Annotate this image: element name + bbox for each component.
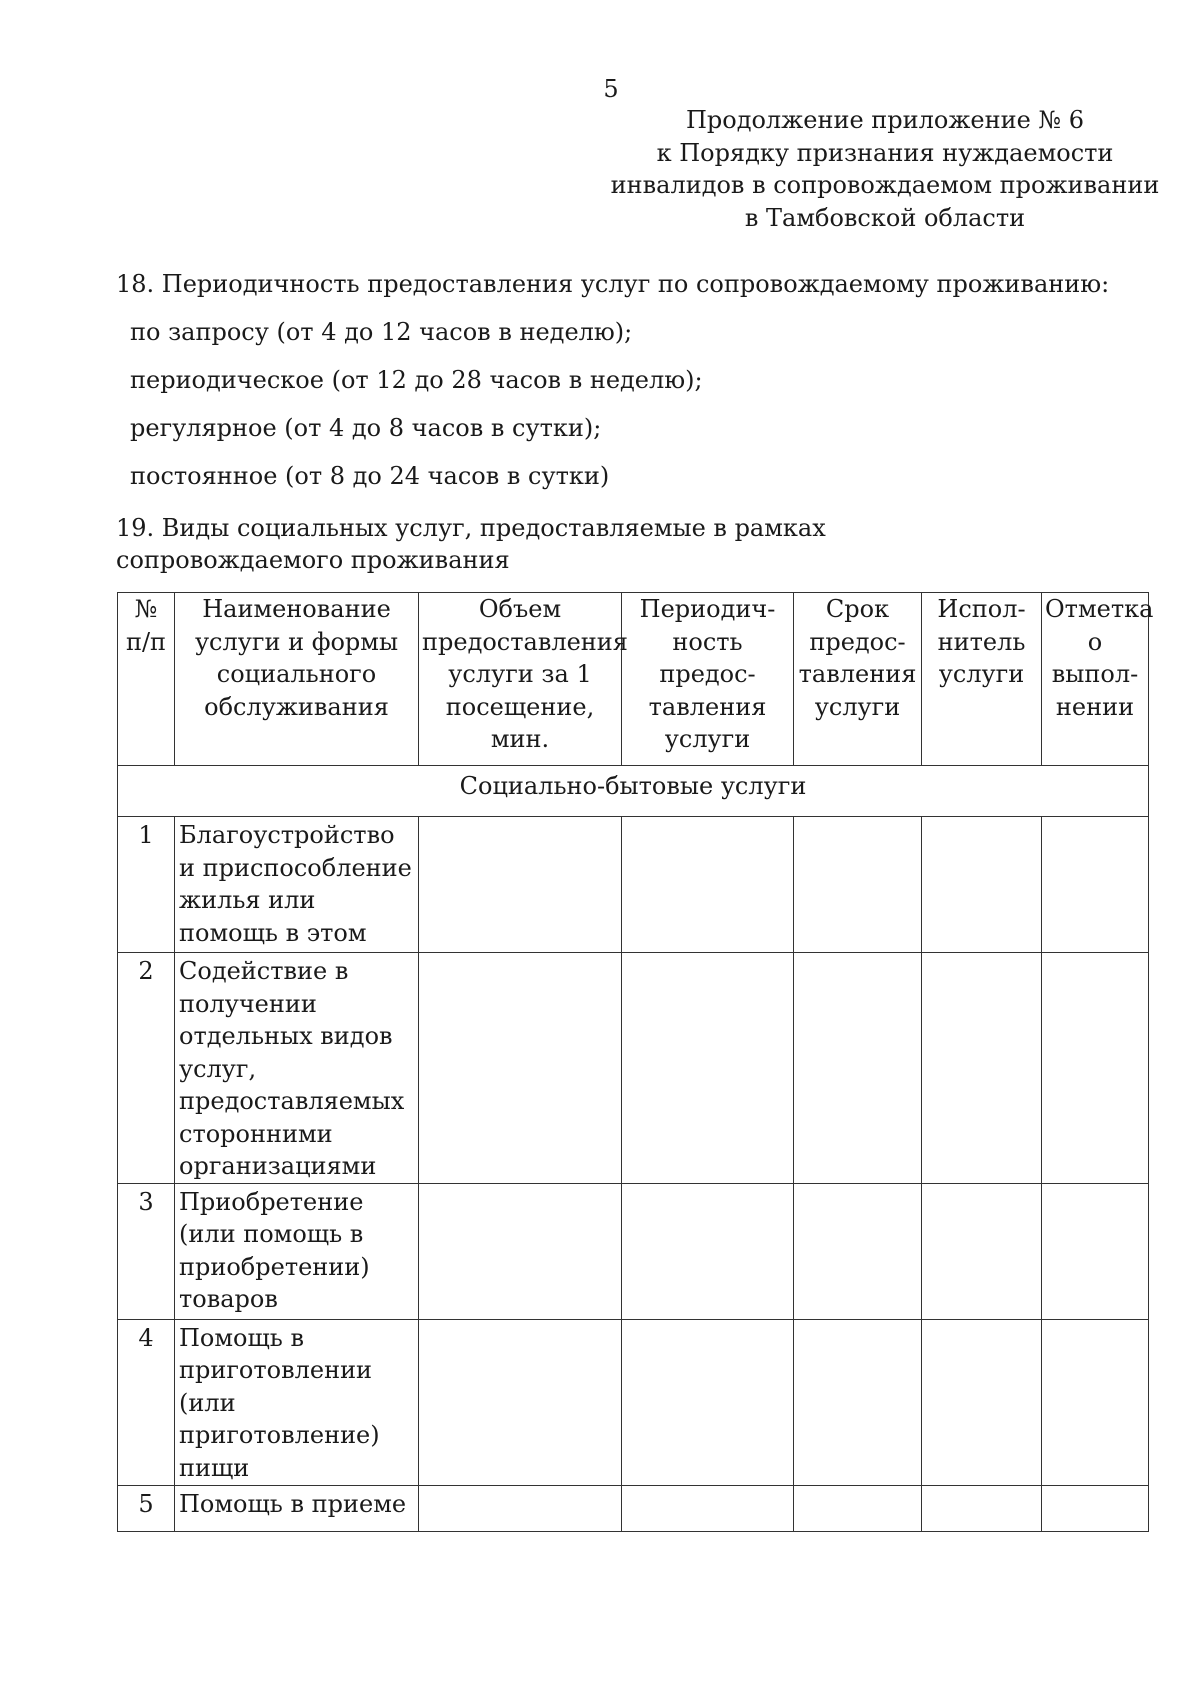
header-term: Срок предос-тавления услуги (794, 593, 922, 766)
header-executor: Испол-нитель услуги (922, 593, 1042, 766)
row-periodicity-cell (622, 1485, 794, 1531)
row-num: 4 (118, 1319, 175, 1485)
row-executor-cell (922, 1485, 1042, 1531)
table-group-row (118, 766, 1149, 817)
appendix-line: Продолжение приложение № 6 (685, 106, 1085, 134)
row-term-cell (794, 1485, 922, 1531)
row-service-name: Содействие в получении отдельных видов услуг, предоставляемых сторонними организациями (175, 953, 419, 1184)
section-18 (116, 268, 1156, 492)
table-row (118, 1319, 1149, 1485)
row-term-cell (794, 1319, 922, 1485)
periodicity-item: постоянное (от 8 до 24 часов в сутки) (130, 462, 610, 490)
header-completion-mark: Отметка о выпол-нении (1042, 593, 1149, 766)
row-periodicity-cell (622, 817, 794, 953)
appendix-line: в Тамбовской области (744, 203, 1026, 232)
row-volume-cell (419, 953, 622, 1184)
row-executor-cell (922, 1319, 1042, 1485)
row-executor-cell (922, 1183, 1042, 1319)
row-num: 1 (118, 817, 175, 953)
row-executor-cell (922, 817, 1042, 953)
row-mark-cell (1042, 1183, 1149, 1319)
page-number: 5 (603, 75, 619, 103)
row-volume-cell (419, 1183, 622, 1319)
services-table (117, 592, 1154, 1532)
periodicity-item: регулярное (от 4 до 8 часов в сутки); (130, 414, 602, 442)
row-volume-cell (419, 817, 622, 953)
group-title: Социально-бытовые услуги (118, 766, 1149, 817)
appendix-line: к Порядку признания нуждаемости (656, 138, 1114, 167)
table-row (118, 1183, 1149, 1319)
section-18-title: 18. Периодичность предоставления услуг по сопровождаемому проживанию: (116, 270, 1110, 298)
table-row (118, 1485, 1149, 1531)
row-service-name: Помощь в приготовлении (или приготовление) пищи (175, 1319, 419, 1485)
row-num: 5 (118, 1485, 175, 1531)
row-mark-cell (1042, 953, 1149, 1184)
header-periodicity: Периодич-ность предос-тавления услуги (622, 593, 794, 766)
row-executor-cell (922, 953, 1042, 1184)
header-num: № п/п (118, 593, 175, 766)
row-volume-cell (419, 1485, 622, 1531)
periodicity-item: по запросу (от 4 до 12 часов в неделю); (130, 318, 633, 346)
table-row (118, 953, 1149, 1184)
appendix-line: инвалидов в сопровождаемом проживании (610, 171, 1160, 199)
appendix-header (600, 104, 1170, 234)
row-mark-cell (1042, 1319, 1149, 1485)
row-periodicity-cell (622, 953, 794, 1184)
periodicity-item: периодическое (от 12 до 28 часов в неделю); (130, 366, 703, 394)
row-service-name: Помощь в приеме (175, 1485, 419, 1531)
row-periodicity-cell (622, 1183, 794, 1319)
row-term-cell (794, 1183, 922, 1319)
row-periodicity-cell (622, 1319, 794, 1485)
header-service-name: Наименование услуги и формы социального обслуживания (175, 593, 419, 766)
table-header-row (118, 593, 1149, 766)
row-service-name: Приобретение (или помощь в приобретении) товаров (175, 1183, 419, 1319)
row-term-cell (794, 817, 922, 953)
section-19-title: 19. Виды социальных услуг, предоставляемые в рамках сопровождаемого проживания (116, 514, 826, 574)
row-volume-cell (419, 1319, 622, 1485)
table-row (118, 817, 1149, 953)
row-term-cell (794, 953, 922, 1184)
row-mark-cell (1042, 1485, 1149, 1531)
row-num: 3 (118, 1183, 175, 1319)
row-mark-cell (1042, 817, 1149, 953)
header-volume: Объем предоставления услуги за 1 посещение, мин. (419, 593, 622, 766)
row-service-name: Благоустройство и приспособление жилья или помощь в этом (175, 817, 419, 953)
row-num: 2 (118, 953, 175, 1184)
